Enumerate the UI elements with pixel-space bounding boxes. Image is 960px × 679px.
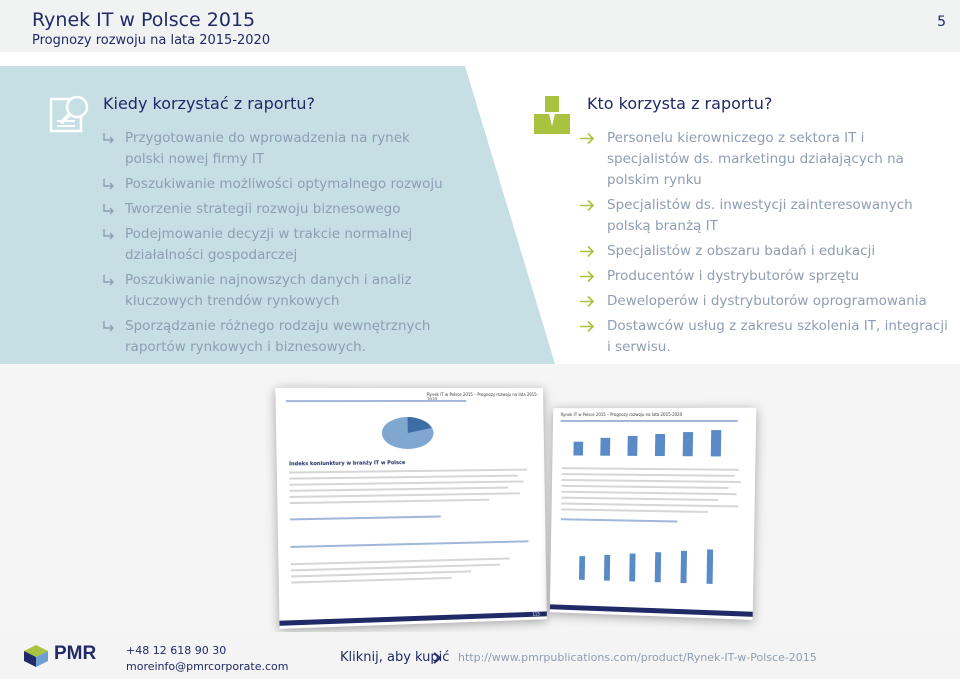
list-item [103, 316, 443, 358]
when-to-use-title: Kiedy korzystać z raportu? [103, 94, 316, 113]
preview-text-line [289, 480, 523, 485]
preview-bar [655, 552, 661, 582]
when-to-use-list [103, 128, 443, 362]
page-header [0, 0, 960, 52]
preview-page-header: Rynek IT w Polsce 2015 – Prognozy rozwoju na lata 2015-2020 [560, 411, 683, 418]
preview-text-line [291, 577, 452, 584]
arrow-icon [579, 245, 595, 258]
preview-text-line [561, 485, 728, 489]
arrow-icon [103, 320, 118, 333]
person-icon [534, 96, 570, 134]
product-url-link[interactable]: http://www.pmrpublications.com/product/Rynek-IT-w-Polsce-2015 [458, 651, 817, 664]
report-magnifier-icon [49, 93, 93, 133]
preview-text-line [562, 479, 741, 483]
pmr-logo-text: PMR [54, 643, 97, 664]
preview-text-line [289, 475, 517, 480]
arrow-icon [579, 295, 595, 308]
list-item [579, 241, 949, 262]
preview-text-line [290, 499, 490, 504]
contact-phone: +48 12 618 90 30 [126, 644, 227, 657]
who-uses-title: Kto korzysta z raportu? [587, 94, 773, 113]
preview-divider [561, 518, 678, 522]
list-item-text: Specjalistów z obszaru badań i edukacji [607, 243, 876, 259]
list-item-text: Dostawców usług z zakresu szkolenia IT, integracji i serwisu. [607, 318, 948, 355]
page-number: 5 [937, 14, 946, 30]
preview-bar [683, 432, 693, 456]
preview-divider [286, 400, 466, 402]
preview-bar [579, 556, 585, 580]
pmr-logo-icon [24, 645, 48, 667]
preview-bar [627, 436, 637, 456]
arrow-icon [579, 132, 595, 145]
preview-text-line [562, 473, 735, 477]
preview-divider [561, 420, 738, 422]
list-item [579, 128, 949, 191]
preview-text-line [561, 503, 738, 508]
list-item-text: Podejmowanie decyzji w trakcie normalnej działalności gospodarczej [125, 226, 413, 263]
preview-bar [711, 430, 722, 456]
list-item [579, 266, 949, 287]
list-item-text: Poszukiwanie możliwości optymalnego rozwoju [125, 176, 443, 192]
preview-section-heading: Indeks koniunktury w branży IT w Polsce [289, 460, 406, 468]
preview-text-line [289, 469, 527, 474]
arrow-icon [579, 320, 595, 333]
list-item [103, 270, 443, 312]
list-item [579, 316, 949, 358]
report-subtitle: Prognozy rozwoju na lata 2015-2020 [32, 33, 271, 48]
preview-bar [680, 551, 687, 583]
arrow-icon [579, 199, 595, 212]
who-uses-list [579, 128, 949, 362]
report-title: Rynek IT w Polsce 2015 [32, 9, 256, 31]
preview-page-number: 115 [532, 611, 540, 617]
preview-text-line [561, 491, 736, 495]
arrow-icon [103, 274, 118, 287]
list-item [103, 128, 443, 170]
preview-text-line [561, 497, 718, 501]
preview-text-line [290, 492, 520, 498]
list-item-text: Sporządzanie różnego rodzaju wewnętrznych raportów rynkowych i biznesowych. [125, 318, 431, 355]
preview-text-line [290, 487, 509, 492]
arrow-icon [103, 132, 118, 145]
list-item-text: Personelu kierowniczego z sektora IT i specjalistów ds. marketingu działających na polskim rynku [607, 130, 904, 188]
preview-text-line [561, 508, 708, 513]
list-item-text: Przygotowanie do wprowadzenia na rynek polski nowej firmy IT [125, 130, 410, 167]
chevron-right-icon[interactable] [432, 652, 442, 664]
list-item [103, 174, 443, 195]
preview-bar [600, 438, 610, 456]
list-item-text: Poszukiwanie najnowszych danych i analiz kluczowych trendów rynkowych [125, 272, 412, 309]
buy-link[interactable]: Kliknij, aby kupić [340, 650, 450, 665]
list-item-text: Producentów i dystrybutorów sprzętu [607, 268, 860, 284]
preview-text-line [562, 467, 739, 471]
report-page-preview-1 [275, 388, 547, 629]
preview-chart-line [291, 540, 529, 548]
list-item-text: Specjalistów ds. inwestycji zainteresowanych polską branżą IT [607, 197, 913, 234]
report-page-preview-2 [550, 408, 756, 620]
list-item [579, 195, 949, 237]
preview-bar [655, 434, 665, 456]
arrow-icon [579, 270, 595, 283]
preview-page-header: Rynek IT w Polsce 2015 – Prognozy rozwoju na lata 2015-2020 [426, 391, 538, 397]
preview-bar [629, 553, 635, 581]
list-item-text: Tworzenie strategii rozwoju biznesowego [125, 201, 401, 217]
preview-pie-chart [377, 408, 437, 454]
list-item [103, 199, 443, 220]
list-item [103, 224, 443, 266]
preview-bar [604, 555, 610, 581]
preview-divider [290, 515, 441, 520]
list-item-text: Deweloperów i dystrybutorów oprogramowania [607, 293, 927, 309]
contact-email[interactable]: moreinfo@pmrcorporate.com [126, 660, 289, 673]
arrow-icon [103, 203, 118, 216]
preview-bar [707, 549, 714, 584]
preview-bar [573, 442, 583, 456]
arrow-icon [103, 228, 118, 241]
arrow-icon [103, 178, 118, 191]
list-item [579, 291, 949, 312]
